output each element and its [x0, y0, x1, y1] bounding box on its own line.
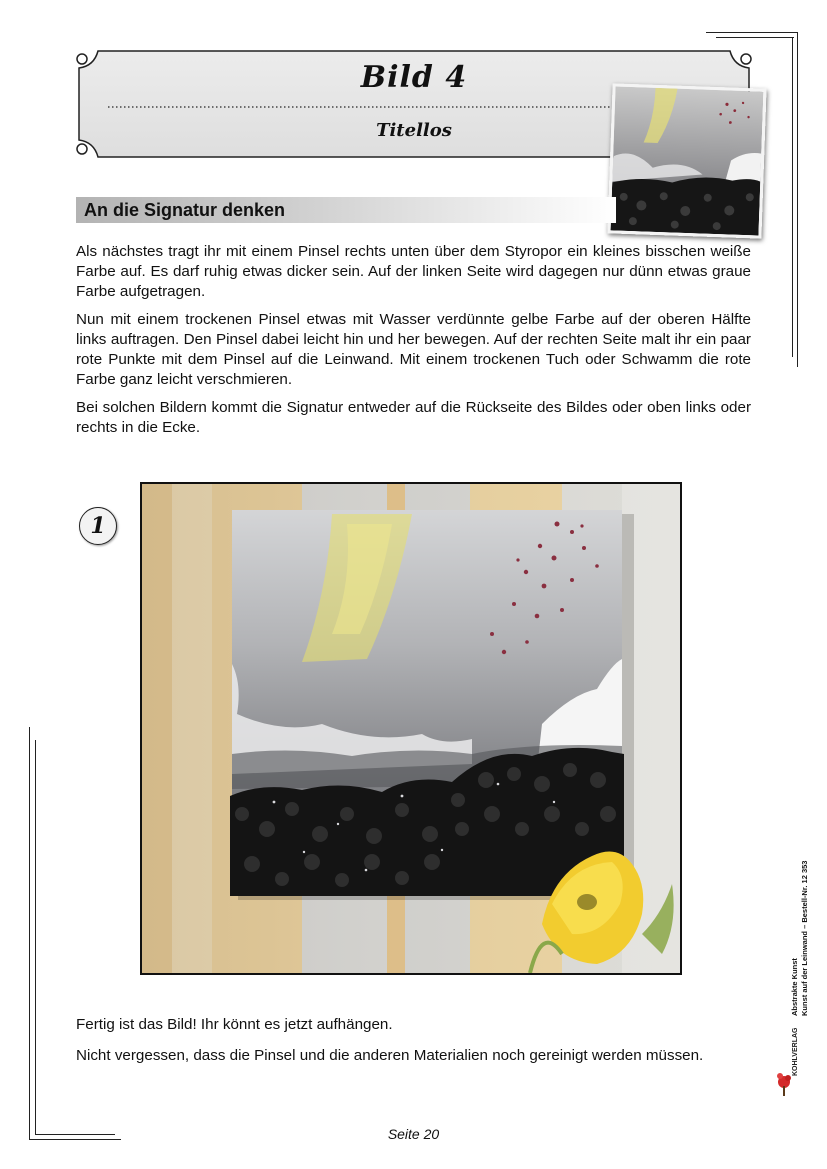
painting-photo-image	[142, 484, 680, 973]
frame-bottom-left-v1	[29, 727, 30, 1140]
thumbnail-image	[611, 86, 764, 235]
publisher-name: KOHLVERLAG	[792, 1027, 799, 1076]
frame-top-right-h1	[706, 32, 798, 33]
page-number: Seite 20	[387, 1126, 440, 1142]
step-number-badge: 1	[79, 507, 117, 545]
closing-paragraph-2: Nicht vergessen, dass die Pinsel und die anderen Materialien noch gereinigt werden müssen.	[76, 1047, 704, 1064]
thumbnail-painting	[607, 83, 766, 238]
painting-photo	[140, 482, 682, 975]
closing-paragraph-1: Fertig ist das Bild! Ihr könnt es jetzt aufhängen.	[76, 1016, 393, 1033]
publisher-logo-icon	[774, 1018, 794, 1098]
instruction-paragraph-2: Nun mit einem trockenen Pinsel etwas mit Wasser verdünnte gelbe Farbe auf der oberen Hälfte links auftragen. Den Pinsel dabei leicht hin und her bewegen. Auf der rechten Seite malt ihr ein paar rote Punkte mit dem Pinsel auf die Leinwand. Mit einem trockenen Tuch oder Schwamm die rote Farbe ganz leicht verschmieren.	[76, 311, 751, 388]
frame-bottom-left-v2	[35, 740, 36, 1135]
imprint-series: Abstrakte Kunst	[790, 958, 799, 1016]
frame-top-right-v2	[792, 37, 793, 357]
side-imprint	[790, 716, 810, 1016]
section-heading: An die Signatur denken	[84, 200, 286, 220]
publisher-logo	[774, 1018, 794, 1098]
frame-top-right-v1	[797, 32, 798, 367]
page-title: Bild 4	[360, 60, 468, 95]
frame-top-right-h2	[716, 37, 794, 38]
instruction-paragraph-1: Als nächstes tragt ihr mit einem Pinsel rechts unten über dem Styropor ein kleines bisschen weiße Farbe auf. Es darf ruhig etwas dicker sein. Auf der linken Seite wird dagegen nur dünn etwas graue Farbe aufgetragen.	[76, 243, 751, 300]
imprint-title-order: Kunst auf der Leinwand – Bestell-Nr. 12 353	[800, 860, 809, 1016]
page-subtitle: Titellos	[376, 120, 452, 141]
instruction-paragraph-3: Bei solchen Bildern kommt die Signatur entweder auf die Rückseite des Bildes oder oben links oder rechts in die Ecke.	[76, 399, 751, 436]
